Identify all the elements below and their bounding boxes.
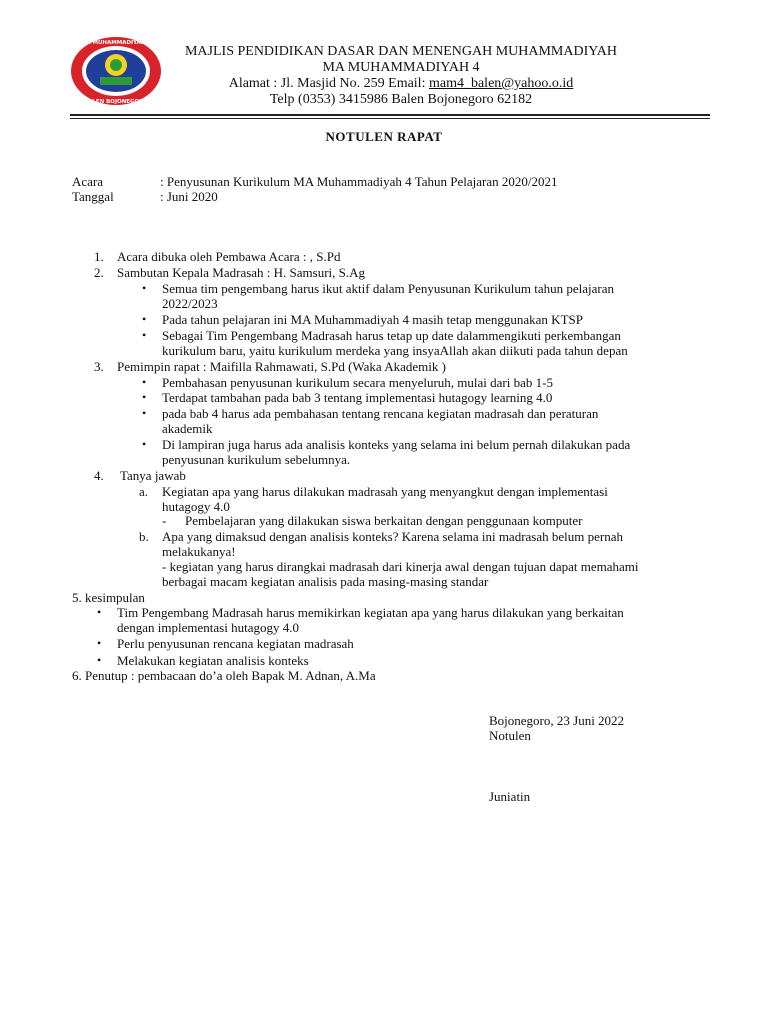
header-rule-thin — [70, 118, 710, 119]
item-2-number: 2. — [94, 265, 104, 280]
item-3-bullet-4-cont: penyusunan kurikulum sebelumnya. — [162, 452, 351, 467]
item-3-bullet-2: • Terdapat tambahan pada bab 3 tentang implementasi hutagogy learning 4.0 — [162, 390, 552, 405]
phone-line: Telp (0353) 3415986 Balen Bojonegoro 62182 — [269, 92, 533, 107]
item-3-bullet-3: • pada bab 4 harus ada pembahasan tentang rencana kegiatan madrasah dan peraturan — [162, 406, 598, 421]
item-3-bullet-3-cont: akademik — [162, 421, 213, 436]
logo-base — [100, 77, 132, 85]
school-logo — [70, 35, 162, 107]
item-4a-question-cont: hutagogy 4.0 — [162, 499, 230, 514]
item-2-bullet-3: • Sebagai Tim Pengembang Madrasah harus tetap up date dalammengikuti perkembangan — [162, 328, 621, 343]
logo-text-top: MA MUHAMMADIYAH 4 — [80, 40, 152, 46]
org-name: MAJLIS PENDIDIKAN DASAR DAN MENENGAH MUHAMMADIYAH — [184, 44, 618, 59]
item-6-text: 6. Penutup : pembacaan do’a oleh Bapak M. Adnan, A.Ma — [72, 668, 376, 683]
item-2-bullet-1-cont: 2022/2023 — [162, 296, 218, 311]
item-5-bullet-2: • Perlu penyusunan rencana kegiatan madrasah — [117, 636, 354, 651]
acara-label: Acara — [72, 174, 104, 189]
item-5-bullet-3: • Melakukan kegiatan analisis konteks — [117, 653, 309, 668]
item-2-bullet-1: • Semua tim pengembang harus ikut aktif dalam Penyusunan Kurikulum tahun pelajaran — [162, 281, 614, 296]
item-4b-question-cont: melakukanya! — [162, 544, 236, 559]
tanggal-label: Tanggal — [72, 189, 114, 204]
header-rule-thick — [70, 114, 710, 116]
item-3-bullet-4: • Di lampiran juga harus ada analisis konteks yang selama ini belum pernah dilakukan pada — [162, 437, 630, 452]
item-4-number: 4. — [94, 468, 104, 483]
school-name: MA MUHAMMADIYAH 4 — [322, 60, 480, 75]
item-4b-answer-cont: berbagai macam kegiatan analisis pada masing-masing standar — [162, 574, 489, 589]
item-4a-dash: - — [162, 513, 167, 528]
item-2-bullet-3-cont: kurikulum baru, yaitu kurikulum merdeka yang insyaAllah akan diikuti pada tahun depan — [162, 343, 628, 358]
item-2-text: Sambutan Kepala Madrasah : H. Samsuri, S.Ag — [117, 265, 366, 280]
acara-value: : Penyusunan Kurikulum MA Muhammadiyah 4 Tahun Pelajaran 2020/2021 — [160, 174, 558, 189]
item-4a-question: Kegiatan apa yang harus dilakukan madrasah yang menyangkut dengan implementasi — [162, 484, 608, 499]
item-3-bullet-1: • Pembahasan penyusunan kurikulum secara menyeluruh, mulai dari bab 1-5 — [162, 375, 553, 390]
item-1-number: 1. — [94, 249, 104, 264]
signature-place-date: Bojonegoro, 23 Juni 2022 — [489, 713, 625, 728]
signature-role: Notulen — [489, 728, 531, 743]
logo-emblem — [110, 59, 122, 71]
page-title: NOTULEN RAPAT — [325, 129, 443, 144]
email-link[interactable]: mam4_balen@yahoo.o.id — [428, 76, 574, 91]
item-1-text: Acara dibuka oleh Pembawa Acara : , S.Pd — [117, 249, 341, 264]
signature-name: Juniatin — [489, 789, 531, 804]
logo-text-bottom: BALEN BOJONEGORO — [83, 99, 149, 105]
item-3-number: 3. — [94, 359, 104, 374]
tanggal-value: : Juni 2020 — [160, 189, 218, 204]
item-4b-label: b. — [139, 529, 149, 544]
item-4a-label: a. — [139, 484, 149, 499]
address-line — [160, 76, 642, 92]
item-5-text: 5. kesimpulan — [72, 590, 145, 605]
address-prefix: Alamat : Jl. Masjid No. 259 Email: — [228, 76, 429, 91]
item-3-text: Pemimpin rapat : Maifilla Rahmawati, S.Pd (Waka Akademik ) — [117, 359, 446, 374]
item-4b-question: Apa yang dimaksud dengan analisis konteks? Karena selama ini madrasah belum pernah — [162, 529, 623, 544]
item-4-text: Tanya jawab — [120, 468, 186, 483]
item-4b-answer: - kegiatan yang harus dirangkai madrasah dari kinerja awal dengan tujuan dapat memahami — [162, 559, 639, 574]
item-5-bullet-1: • Tim Pengembang Madrasah harus memikirkan kegiatan apa yang harus dilakukan yang berkaitan — [117, 605, 624, 620]
item-5-bullet-1-cont: dengan implementasi hutagogy 4.0 — [117, 620, 299, 635]
item-4a-answer: Pembelajaran yang dilakukan siswa berkaitan dengan penggunaan komputer — [185, 513, 583, 528]
item-2-bullet-2: • Pada tahun pelajaran ini MA Muhammadiyah 4 masih tetap menggunakan KTSP — [162, 312, 583, 327]
